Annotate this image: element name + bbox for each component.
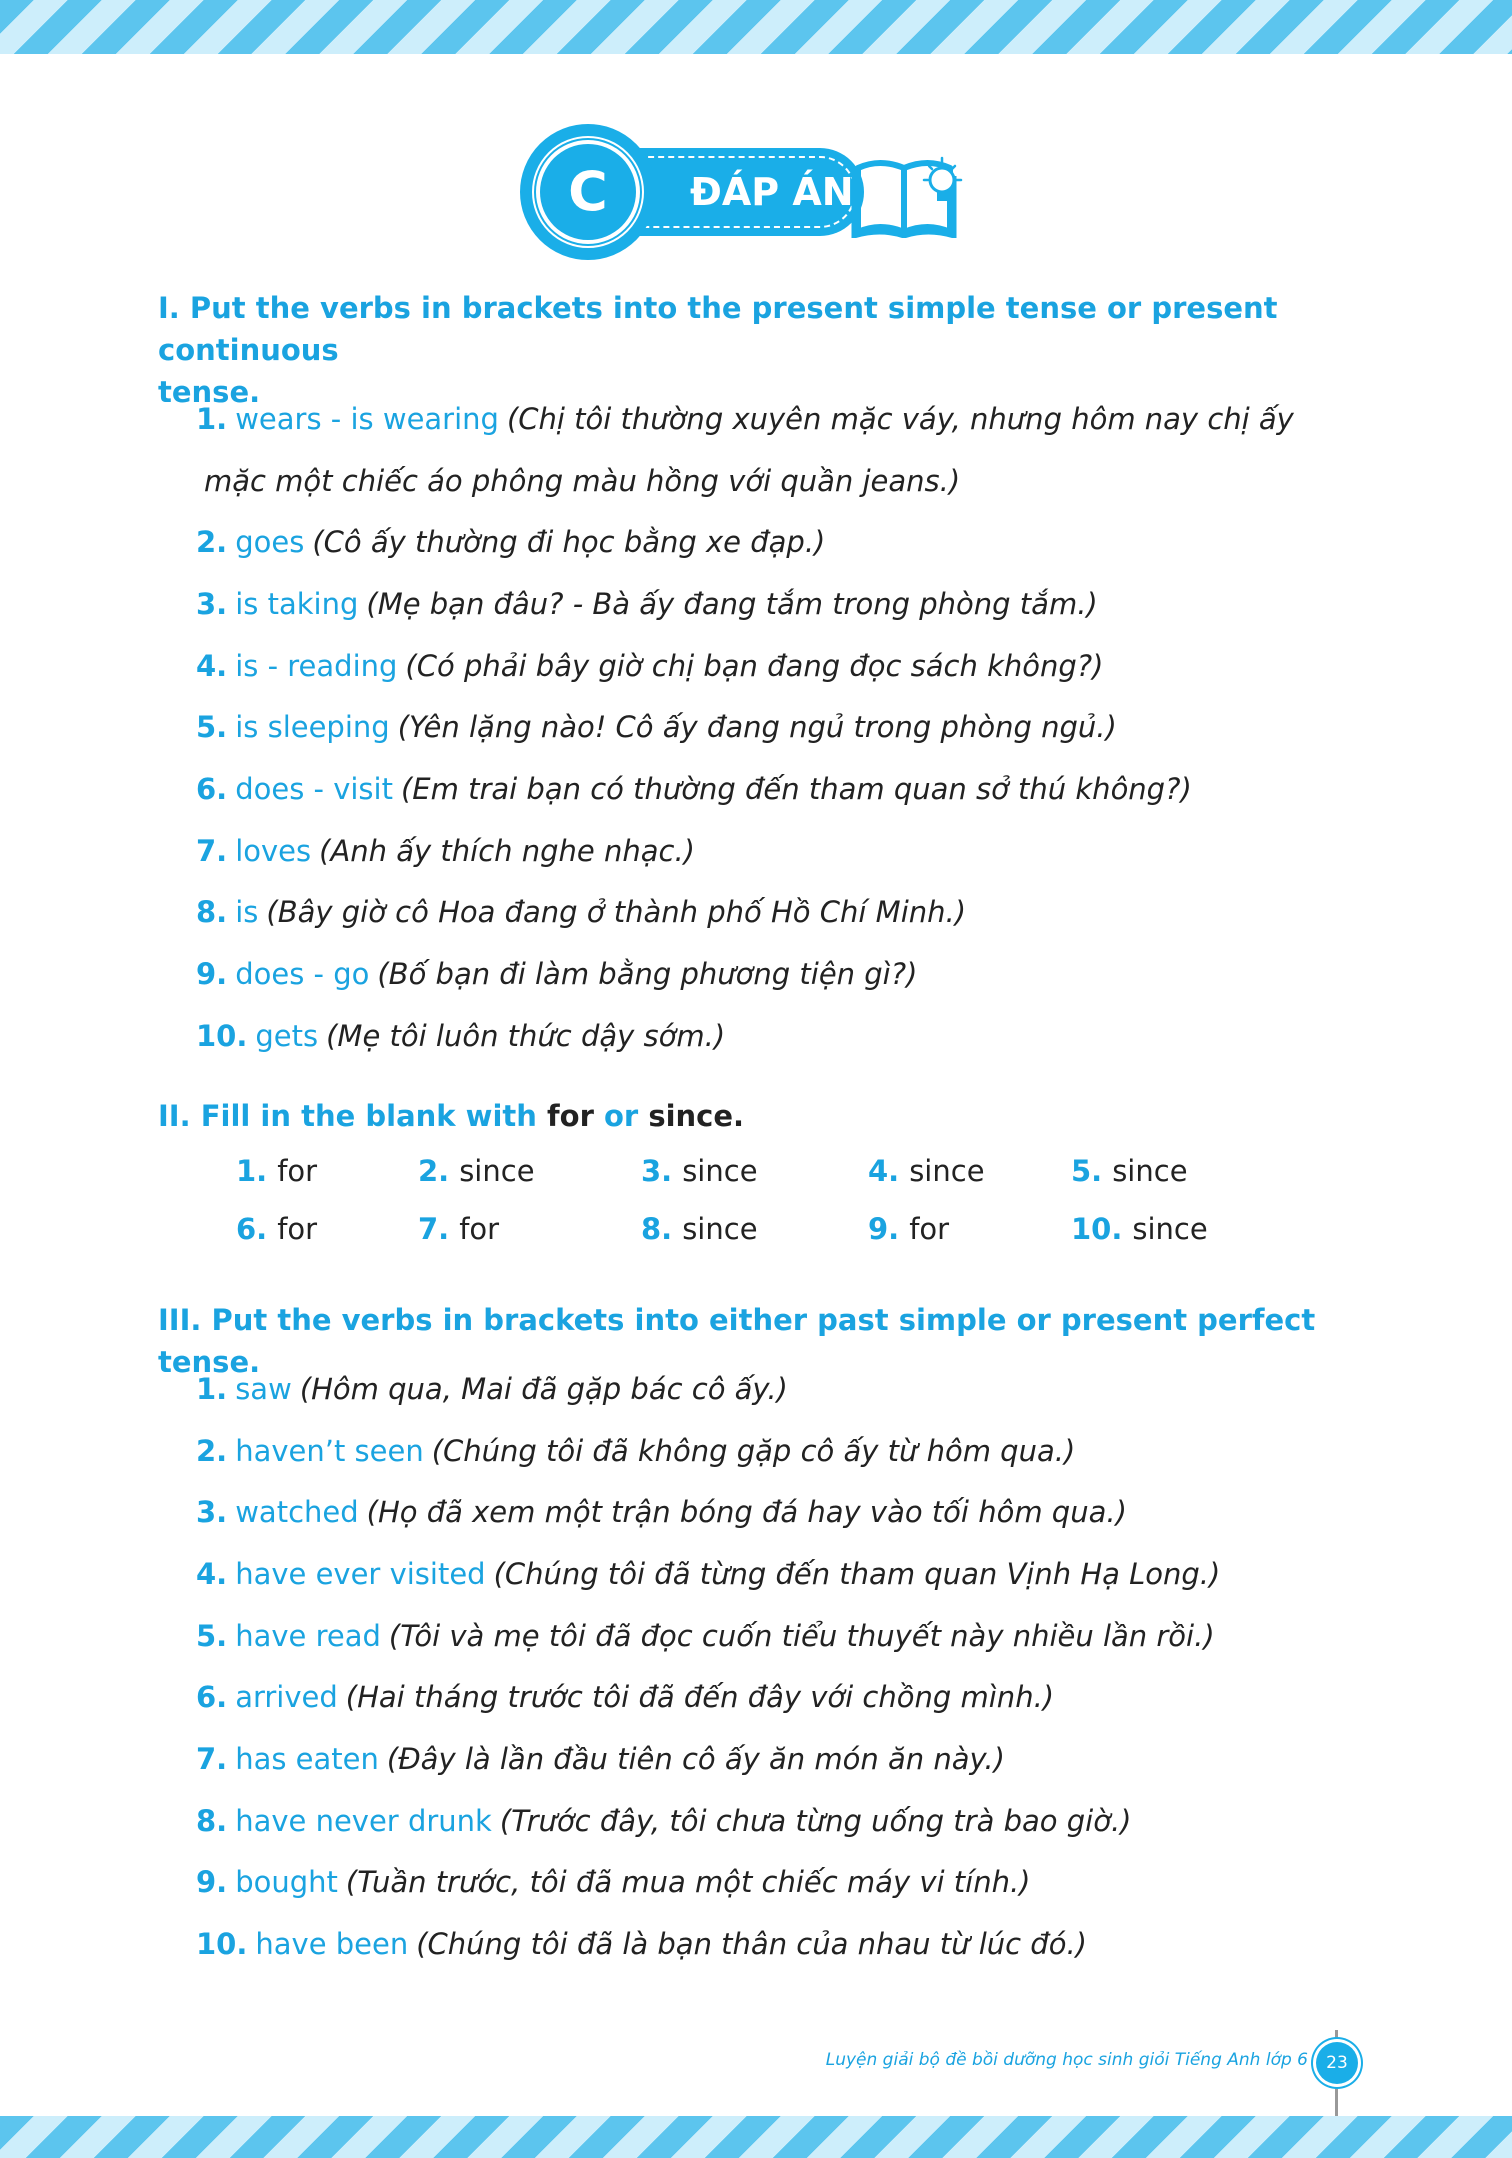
section-2-heading — [158, 1095, 1358, 1137]
list-item — [196, 1420, 1316, 1482]
translation-text: (Tôi và mẹ tôi đã đọc cuốn tiểu thuyết này nhiều lần rồi.) — [388, 1618, 1215, 1653]
section-3-title: III. Put the verbs in brackets into either past simple or present perfect tense. — [158, 1303, 1316, 1379]
list-item — [196, 1790, 1316, 1852]
section-2-title-for: for — [547, 1099, 594, 1133]
fill-blank-answer — [868, 1154, 985, 1188]
bottom-stripe-border — [0, 2116, 1512, 2158]
translation-text: (Tuần trước, tôi đã mua một chiếc máy vi tính.) — [345, 1865, 1031, 1900]
answer-text: is sleeping — [235, 710, 390, 745]
item-number: 7. — [418, 1212, 450, 1246]
answer-text: have read — [235, 1618, 381, 1653]
section-2-title-or: or — [603, 1099, 639, 1133]
open-book-icon — [850, 154, 980, 238]
book-title-footer: Luyện giải bộ đề bồi dưỡng học sinh giỏi Tiếng Anh lớp 6 — [825, 2050, 1308, 2070]
fill-blank-answer — [641, 1154, 758, 1188]
item-number: 5. — [1071, 1154, 1103, 1188]
translation-text: (Chúng tôi đã là bạn thân của nhau từ lúc đó.) — [416, 1927, 1087, 1962]
list-item — [196, 1913, 1316, 1975]
answer-word: for — [277, 1212, 318, 1246]
list-item — [196, 511, 1316, 573]
fill-blank-answer — [1071, 1212, 1208, 1246]
item-number: 3. — [641, 1154, 673, 1188]
list-item — [196, 1728, 1316, 1790]
answer-word: for — [277, 1154, 318, 1188]
translation-text: (Bây giờ cô Hoa đang ở thành phố Hồ Chí Minh.) — [266, 895, 967, 930]
section-1-title-line-2: tense. — [158, 375, 261, 409]
item-number: 7. — [196, 1741, 228, 1776]
list-item — [196, 696, 1316, 758]
answer-text: have been — [255, 1927, 409, 1962]
item-number: 4. — [196, 648, 228, 683]
translation-text: (Họ đã xem một trận bóng đá hay vào tối hôm qua.) — [366, 1495, 1127, 1530]
translation-text: (Có phải bây giờ chị bạn đang đọc sách không?) — [405, 648, 1104, 683]
item-number: 8. — [196, 1803, 228, 1838]
item-number: 6. — [196, 771, 228, 806]
item-number: 3. — [196, 586, 228, 621]
item-number: 7. — [196, 833, 228, 868]
list-item — [196, 1543, 1316, 1605]
list-item — [196, 1005, 1316, 1067]
item-number: 10. — [196, 1018, 248, 1053]
answer-text: does - visit — [235, 771, 393, 806]
translation-text: mặc một chiếc áo phông màu hồng với quần jeans.) — [204, 463, 961, 498]
list-item — [196, 388, 1316, 450]
item-number: 5. — [196, 710, 228, 745]
translation-text: (Mẹ tôi luôn thức dậy sớm.) — [326, 1018, 726, 1053]
answer-word: for — [459, 1212, 500, 1246]
translation-text: (Hôm qua, Mai đã gặp bác cô ấy.) — [299, 1371, 788, 1406]
badge-title: ĐÁP ÁN — [690, 170, 854, 214]
translation-text: (Đây là lần đầu tiên cô ấy ăn món ăn này.) — [386, 1741, 1005, 1776]
answer-text: gets — [255, 1018, 319, 1053]
translation-text: (Hai tháng trước tôi đã đến đây với chồng mình.) — [345, 1680, 1055, 1715]
fill-blank-answer — [236, 1154, 317, 1188]
translation-text: (Em trai bạn có thường đến tham quan sở thú không?) — [400, 771, 1192, 806]
answer-word: since — [459, 1154, 535, 1188]
translation-text: (Bố bạn đi làm bằng phương tiện gì?) — [377, 957, 918, 992]
answer-text: does - go — [235, 957, 370, 992]
fill-blank-answer — [1071, 1154, 1188, 1188]
section-3-answer-list — [196, 1358, 1316, 1975]
answer-key-badge — [520, 124, 980, 274]
section-2-title-since: since. — [648, 1099, 745, 1133]
list-item — [196, 820, 1316, 882]
answer-text: is - reading — [235, 648, 398, 683]
list-item — [196, 882, 1316, 944]
list-item — [196, 1605, 1316, 1667]
answer-text: goes — [235, 525, 305, 560]
list-item — [196, 1358, 1316, 1420]
item-number: 10. — [1071, 1212, 1123, 1246]
item-number: 4. — [868, 1154, 900, 1188]
list-item — [196, 1852, 1316, 1914]
answer-text: is taking — [235, 586, 359, 621]
answer-text: saw — [235, 1371, 292, 1406]
translation-text: (Chúng tôi đã không gặp cô ấy từ hôm qua.) — [431, 1433, 1076, 1468]
answer-text: haven’t seen — [235, 1433, 424, 1468]
item-number: 8. — [641, 1212, 673, 1246]
top-stripe-border — [0, 0, 1512, 54]
translation-text: (Anh ấy thích nghe nhạc.) — [319, 833, 695, 868]
list-item — [196, 1666, 1316, 1728]
item-number: 2. — [196, 1433, 228, 1468]
answer-text: bought — [235, 1865, 338, 1900]
answer-text: loves — [235, 833, 312, 868]
fill-blank-answer — [236, 1212, 317, 1246]
fill-blank-answer — [868, 1212, 949, 1246]
list-item — [196, 1481, 1316, 1543]
section-2-title-prefix: II. Fill in the blank with — [158, 1099, 537, 1133]
list-item — [196, 573, 1316, 635]
answer-word: for — [909, 1212, 950, 1246]
answer-text: have ever visited — [235, 1556, 486, 1591]
translation-text: (Trước đây, tôi chưa từng uống trà bao giờ.) — [499, 1803, 1132, 1838]
answer-text: arrived — [235, 1680, 338, 1715]
answer-text: is — [235, 895, 259, 930]
item-number: 8. — [196, 895, 228, 930]
item-number: 1. — [196, 401, 228, 436]
fill-blank-answer — [418, 1154, 535, 1188]
item-number: 9. — [196, 957, 228, 992]
item-number: 2. — [196, 525, 228, 560]
item-number: 6. — [236, 1212, 268, 1246]
translation-text: (Cô ấy thường đi học bằng xe đạp.) — [312, 525, 826, 560]
answer-text: has eaten — [235, 1741, 379, 1776]
item-number: 2. — [418, 1154, 450, 1188]
translation-text: (Chúng tôi đã từng đến tham quan Vịnh Hạ Long.) — [493, 1556, 1221, 1591]
item-number: 1. — [236, 1154, 268, 1188]
answer-word: since — [682, 1212, 758, 1246]
fill-blank-answer — [641, 1212, 758, 1246]
answer-text: have never drunk — [235, 1803, 492, 1838]
answer-word: since — [1112, 1154, 1188, 1188]
item-number: 9. — [868, 1212, 900, 1246]
page-number: 23 — [1316, 2042, 1358, 2084]
answer-text: watched — [235, 1495, 359, 1530]
list-item — [196, 450, 1316, 512]
section-1-answer-list — [196, 388, 1316, 1067]
answer-text: wears - is wearing — [235, 401, 499, 436]
list-item — [196, 943, 1316, 1005]
item-number: 4. — [196, 1556, 228, 1591]
badge-letter: C — [540, 144, 636, 240]
item-number: 1. — [196, 1371, 228, 1406]
answer-word: since — [1132, 1212, 1208, 1246]
item-number: 3. — [196, 1495, 228, 1530]
answer-word: since — [682, 1154, 758, 1188]
section-2-answer-grid — [236, 1154, 1236, 1274]
item-number: 9. — [196, 1865, 228, 1900]
fill-blank-answer — [418, 1212, 499, 1246]
item-number: 10. — [196, 1927, 248, 1962]
section-1-title-line-1: I. Put the verbs in brackets into the present simple tense or present continuous — [158, 291, 1278, 367]
answer-word: since — [909, 1154, 985, 1188]
item-number: 5. — [196, 1618, 228, 1653]
translation-text: (Chị tôi thường xuyên mặc váy, nhưng hôm nay chị ấy — [506, 401, 1294, 436]
translation-text: (Yên lặng nào! Cô ấy đang ngủ trong phòng ngủ.) — [397, 710, 1117, 745]
list-item — [196, 758, 1316, 820]
item-number: 6. — [196, 1680, 228, 1715]
translation-text: (Mẹ bạn đâu? - Bà ấy đang tắm trong phòng tắm.) — [366, 586, 1098, 621]
list-item — [196, 635, 1316, 697]
